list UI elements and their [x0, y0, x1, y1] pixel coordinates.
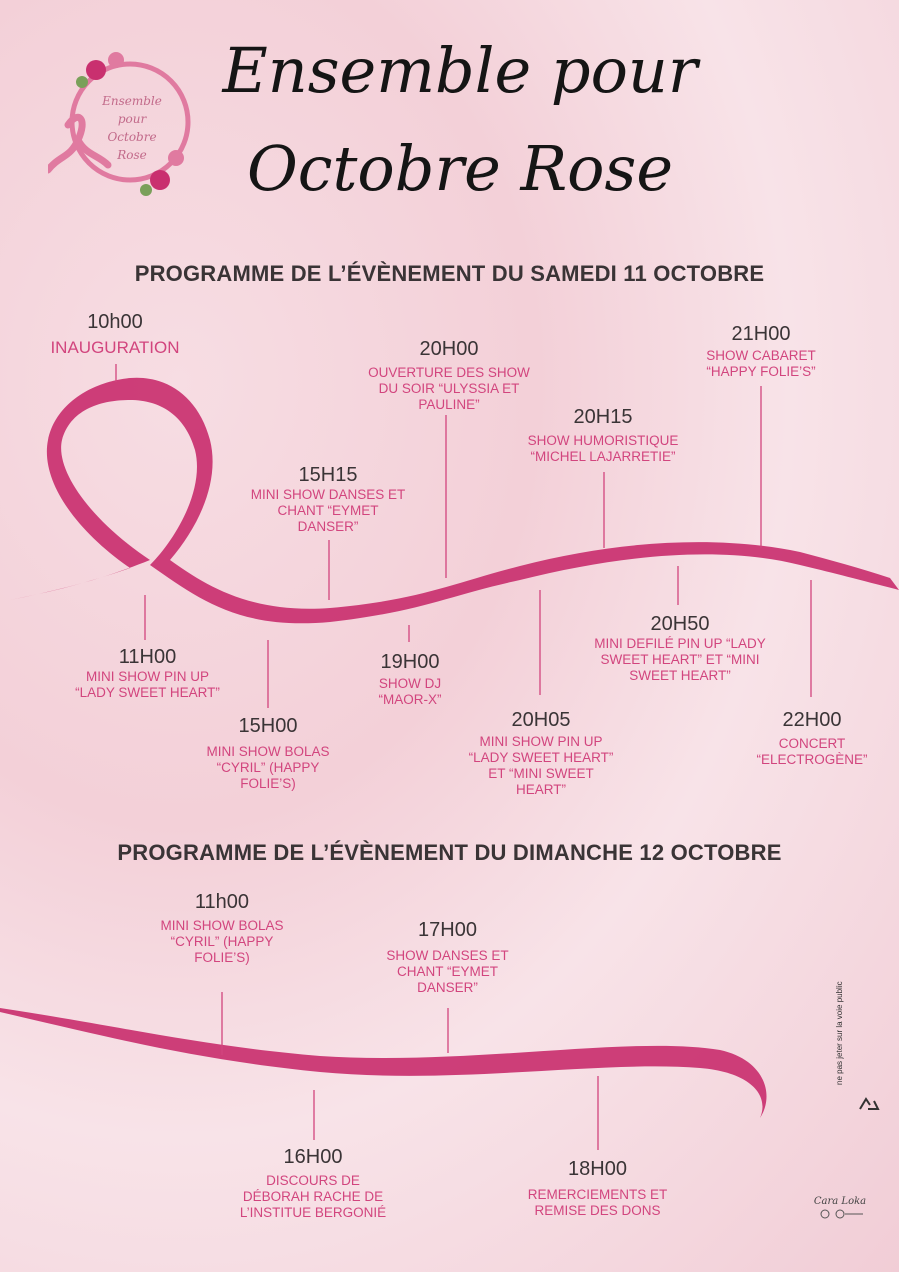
event-desc: INAUGURATION — [50, 338, 180, 357]
event-time: 11H00 — [118, 646, 177, 668]
event-desc: MINI SHOW PIN UP “LADY SWEET HEART” ET “MINI SWEET HEART” — [468, 734, 614, 797]
event-desc: MINI SHOW PIN UP “LADY SWEET HEART” — [75, 669, 220, 700]
event-sun-11h00 — [157, 890, 287, 966]
event-time: 19H00 — [380, 651, 440, 673]
event-time: 17H00 — [418, 919, 477, 941]
event-sat-19h00 — [355, 650, 465, 708]
event-sat-21h00 — [690, 322, 832, 380]
event-sat-22h00 — [742, 708, 882, 768]
event-sun-16h00 — [238, 1145, 388, 1221]
saturday-heading: PROGRAMME DE L’ÉVÈNEMENT DU SAMEDI 11 OCTOBRE — [134, 261, 765, 286]
event-sat-11h00 — [65, 645, 230, 701]
event-time: 11h00 — [194, 891, 250, 913]
recycling-icon — [858, 1096, 880, 1110]
signature — [810, 1196, 870, 1236]
event-time: 20H00 — [419, 338, 479, 360]
event-time: 15H15 — [298, 464, 358, 486]
event-time: 18H00 — [568, 1158, 627, 1180]
sunday-heading: PROGRAMME DE L’ÉVÈNEMENT DU DIMANCHE 12 OCTOBRE — [117, 840, 782, 865]
event-sat-20h00 — [365, 337, 533, 413]
title-line-1: Ensemble pour — [222, 34, 698, 107]
event-sat-20h05 — [466, 708, 616, 798]
event-desc: SHOW DANSES ET CHANT “EYMET DANSER” — [386, 948, 509, 995]
event-desc: REMERCIEMENTS ET REMISE DES DONS — [527, 1187, 668, 1218]
event-desc: MINI DEFILÉ PIN UP “LADY SWEET HEART” ET “MINI SWEET HEART” — [594, 636, 766, 683]
event-time: 20H15 — [573, 406, 633, 428]
signature-text: Cara Loka — [813, 1196, 867, 1207]
logo-text-1: Ensemble pour — [102, 94, 162, 126]
event-logo — [48, 30, 208, 210]
event-desc: CONCERT “ELECTROGÈNE” — [756, 736, 868, 767]
event-time: 15H00 — [238, 715, 298, 737]
event-sat-20h15 — [512, 405, 694, 465]
event-time: 20H05 — [511, 709, 571, 731]
event-sun-17h00 — [375, 918, 520, 996]
logo-text-2: Octobre — [107, 130, 157, 144]
title-line-2: Octobre Rose — [246, 132, 674, 205]
event-sun-18h00 — [510, 1157, 685, 1219]
event-desc: SHOW HUMORISTIQUE “MICHEL LAJARRETIE” — [527, 433, 679, 464]
ribbon-loop — [10, 378, 899, 624]
event-desc: MINI SHOW BOLAS “CYRIL” (HAPPY FOLIE’S) — [160, 918, 284, 965]
event-desc: MINI SHOW BOLAS “CYRIL” (HAPPY FOLIE’S) — [206, 744, 330, 791]
recycling-note: ne pas jeter sur la voie public — [835, 981, 844, 1085]
event-sat-15h00 — [203, 714, 333, 792]
event-time: 16H00 — [283, 1146, 343, 1168]
event-time: 10h00 — [87, 311, 143, 333]
event-sat-15h15 — [248, 463, 408, 535]
logo-text-3: Rose — [117, 148, 147, 162]
event-desc: SHOW DJ “MAOR-X” — [378, 676, 442, 707]
event-time: 20H50 — [650, 613, 710, 635]
signature-ornament-icon — [815, 1207, 865, 1221]
event-desc: MINI SHOW DANSES ET CHANT “EYMET DANSER” — [250, 487, 406, 534]
event-sat-20h50 — [585, 612, 775, 684]
event-desc: SHOW CABARET “HAPPY FOLIE’S” — [706, 348, 816, 379]
event-sat-10h00 — [40, 310, 190, 358]
ribbon-sunday — [0, 1008, 767, 1118]
event-time: 22H00 — [782, 709, 842, 731]
event-desc: DISCOURS DE DÉBORAH RACHE DE L’INSTITUE BERGONIÉ — [239, 1173, 387, 1220]
event-time: 21H00 — [731, 323, 791, 345]
event-desc: OUVERTURE DES SHOW DU SOIR “ULYSSIA ET PAULINE” — [368, 365, 530, 412]
